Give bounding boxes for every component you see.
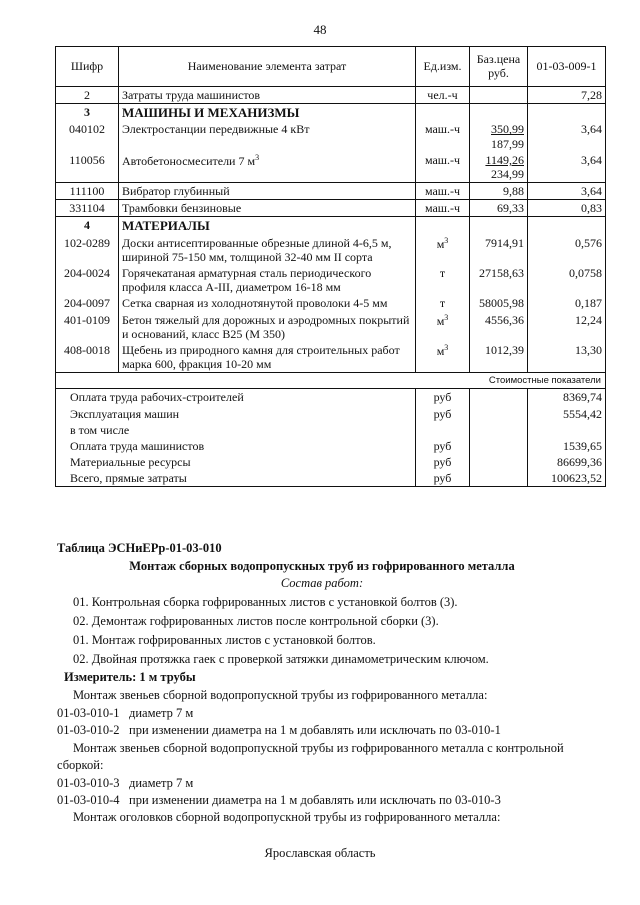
total-value: 86699,36 — [528, 454, 606, 470]
total-row — [56, 389, 606, 406]
section-name: МАШИНЫ И МЕХАНИЗМЫ — [119, 104, 416, 122]
cost-indicators-row — [56, 373, 606, 389]
norm-text: диаметр 7 м — [129, 776, 194, 790]
total-unit: руб — [416, 470, 470, 487]
section-name: МАТЕРИАЛЫ — [119, 217, 416, 235]
row-price: 4556,36 — [470, 312, 528, 342]
row-norm: 0,576 — [528, 235, 606, 265]
total-unit: руб — [416, 389, 470, 406]
list-item: 02. Двойная протяжка гаек с проверкой затяжки динамометрическим ключом. — [73, 652, 489, 666]
row-code: 2 — [56, 87, 119, 104]
row-name: Трамбовки бензиновые — [119, 200, 416, 217]
row-code: 110056 — [56, 152, 119, 183]
table-row — [56, 342, 606, 373]
norm-code: 01-03-010-4 — [57, 793, 120, 807]
row-price: 58005,98 — [470, 295, 528, 311]
row-name: Горячекатаная арматурная сталь периодического профиля класса А-III, диаметром 16-18 мм — [119, 265, 416, 295]
table-row — [56, 265, 606, 295]
norm-code: 01-03-010-1 — [57, 706, 120, 720]
row-name: Доски антисептированные обрезные длиной 4-6,5 м, шириной 75-150 мм, толщиной 32-40 мм II сорта — [119, 235, 416, 265]
row-name: Сетка сварная из холоднотянутой проволоки 4-5 мм — [119, 295, 416, 311]
table-row — [56, 312, 606, 342]
header-price: Баз.цена руб. — [470, 47, 528, 87]
row-norm: 0,0758 — [528, 265, 606, 295]
section-row — [56, 104, 606, 122]
norm-line — [57, 723, 501, 738]
norm-text: диаметр 7 м — [129, 706, 194, 720]
row-norm: 3,64 — [528, 121, 606, 151]
section-row — [56, 217, 606, 235]
total-label: Всего, прямые затраты — [56, 470, 416, 487]
row-price: 1012,39 — [470, 342, 528, 373]
row-norm: 0,187 — [528, 295, 606, 311]
row-unit: маш.-ч — [416, 152, 470, 183]
row-unit: маш.-ч — [416, 200, 470, 217]
row-unit: т — [416, 295, 470, 311]
work-title: Монтаж сборных водопропускных труб из гофрированного металла — [129, 559, 515, 573]
composition-label: Состав работ: — [280, 576, 364, 590]
row-norm: 0,83 — [528, 200, 606, 217]
total-label: Оплата труда рабочих-строителей — [56, 389, 416, 406]
description: Монтаж звеньев сборной водопропускной трубы из гофрированного металла: — [73, 688, 488, 702]
total-unit: руб — [416, 454, 470, 470]
table-row — [56, 87, 606, 104]
total-unit: руб — [416, 438, 470, 454]
row-name: Электростанции передвижные 4 кВт — [119, 121, 416, 151]
total-row — [56, 454, 606, 470]
header-code: Шифр — [56, 47, 119, 87]
norm-line — [57, 793, 501, 808]
row-price: 350,99 187,99 — [470, 121, 528, 151]
row-unit: маш.-ч — [416, 121, 470, 151]
page-number: 48 — [313, 22, 327, 37]
total-row — [56, 406, 606, 422]
row-name: Бетон тяжелый для дорожных и аэродромных покрытий и оснований, класс В25 (М 350) — [119, 312, 416, 342]
total-label: Материальные ресурсы — [56, 454, 416, 470]
work-list — [73, 595, 489, 671]
row-unit: чел.-ч — [416, 87, 470, 104]
total-row — [56, 438, 606, 454]
row-price: 27158,63 — [470, 265, 528, 295]
row-code: 204-0097 — [56, 295, 119, 311]
total-value: 5554,42 — [528, 406, 606, 422]
norm-code: 01-03-010-3 — [57, 776, 120, 790]
row-name: Автобетоносмесители 7 $м^3$ — [119, 152, 416, 183]
row-code: 408-0018 — [56, 342, 119, 373]
norm-line — [57, 706, 193, 721]
row-code: 040102 — [56, 121, 119, 151]
row-code: 331104 — [56, 200, 119, 217]
row-code: 401-0109 — [56, 312, 119, 342]
row-norm: 3,64 — [528, 152, 606, 183]
page-footer: Ярославская область — [264, 846, 376, 860]
row-name: Вибратор глубинный — [119, 183, 416, 200]
row-price: 7914,91 — [470, 235, 528, 265]
total-unit: руб — [416, 406, 470, 422]
header-name: Наименование элемента затрат — [119, 47, 416, 87]
table-row — [56, 152, 606, 183]
row-price: 9,88 — [470, 183, 528, 200]
description: Монтаж звеньев сборной водопропускной трубы из гофрированного металла с контрольной сборкой: — [57, 741, 564, 772]
total-value: 1539,65 — [528, 438, 606, 454]
row-price: 1149,26 234,99 — [470, 152, 528, 183]
row-price — [470, 87, 528, 104]
table-row — [56, 295, 606, 311]
row-name: Затраты труда машинистов — [119, 87, 416, 104]
row-norm: 7,28 — [528, 87, 606, 104]
table-row — [56, 121, 606, 151]
row-norm: 12,24 — [528, 312, 606, 342]
total-label: Оплата труда машинистов — [56, 438, 416, 454]
table-title: Таблица ЭСНиЕРр-01-03-010 — [57, 541, 222, 555]
row-unit: $м^3$ — [416, 312, 470, 342]
header-unit: Ед.изм. — [416, 47, 470, 87]
row-code: 204-0024 — [56, 265, 119, 295]
total-label: Эксплуатация машин — [56, 406, 416, 422]
cost-indicators-label: Стоимостные показатели — [56, 373, 606, 389]
row-unit: маш.-ч — [416, 183, 470, 200]
row-code: 111100 — [56, 183, 119, 200]
norm-line — [57, 776, 193, 791]
section-code: 3 — [56, 104, 119, 122]
row-name: Щебень из природного камня для строительных работ марка 600, фракция 10-20 мм — [119, 342, 416, 373]
total-row — [56, 470, 606, 487]
total-value: 100623,52 — [528, 470, 606, 487]
total-value: 8369,74 — [528, 389, 606, 406]
list-item: 01. Контрольная сборка гофрированных листов с установкой болтов (3). — [73, 595, 458, 609]
row-unit: $м^3$ — [416, 235, 470, 265]
meter-label: Измеритель: 1 м трубы — [64, 670, 196, 684]
table-header-row — [56, 47, 606, 87]
row-unit: т — [416, 265, 470, 295]
row-norm: 3,64 — [528, 183, 606, 200]
total-row — [56, 422, 606, 438]
table-row — [56, 235, 606, 265]
description: Монтаж оголовков сборной водопропускной трубы из гофрированного металла: — [73, 810, 501, 824]
row-norm: 13,30 — [528, 342, 606, 373]
table-row — [56, 183, 606, 200]
row-price: 69,33 — [470, 200, 528, 217]
list-item: 01. Монтаж гофрированных листов с установкой болтов. — [73, 633, 376, 647]
table-row — [56, 200, 606, 217]
norm-text: при изменении диаметра на 1 м добавлять или исключать по 03-010-3 — [129, 793, 501, 807]
row-unit: $м^3$ — [416, 342, 470, 373]
total-label: в том числе — [56, 422, 416, 438]
norm-text: при изменении диаметра на 1 м добавлять или исключать по 03-010-1 — [129, 723, 501, 737]
resource-table — [55, 46, 606, 487]
row-code: 102-0289 — [56, 235, 119, 265]
norm-code: 01-03-010-2 — [57, 723, 120, 737]
header-norm: 01-03-009-1 — [528, 47, 606, 87]
list-item: 02. Демонтаж гофрированных листов после контрольной сборки (3). — [73, 614, 439, 628]
section-code: 4 — [56, 217, 119, 235]
